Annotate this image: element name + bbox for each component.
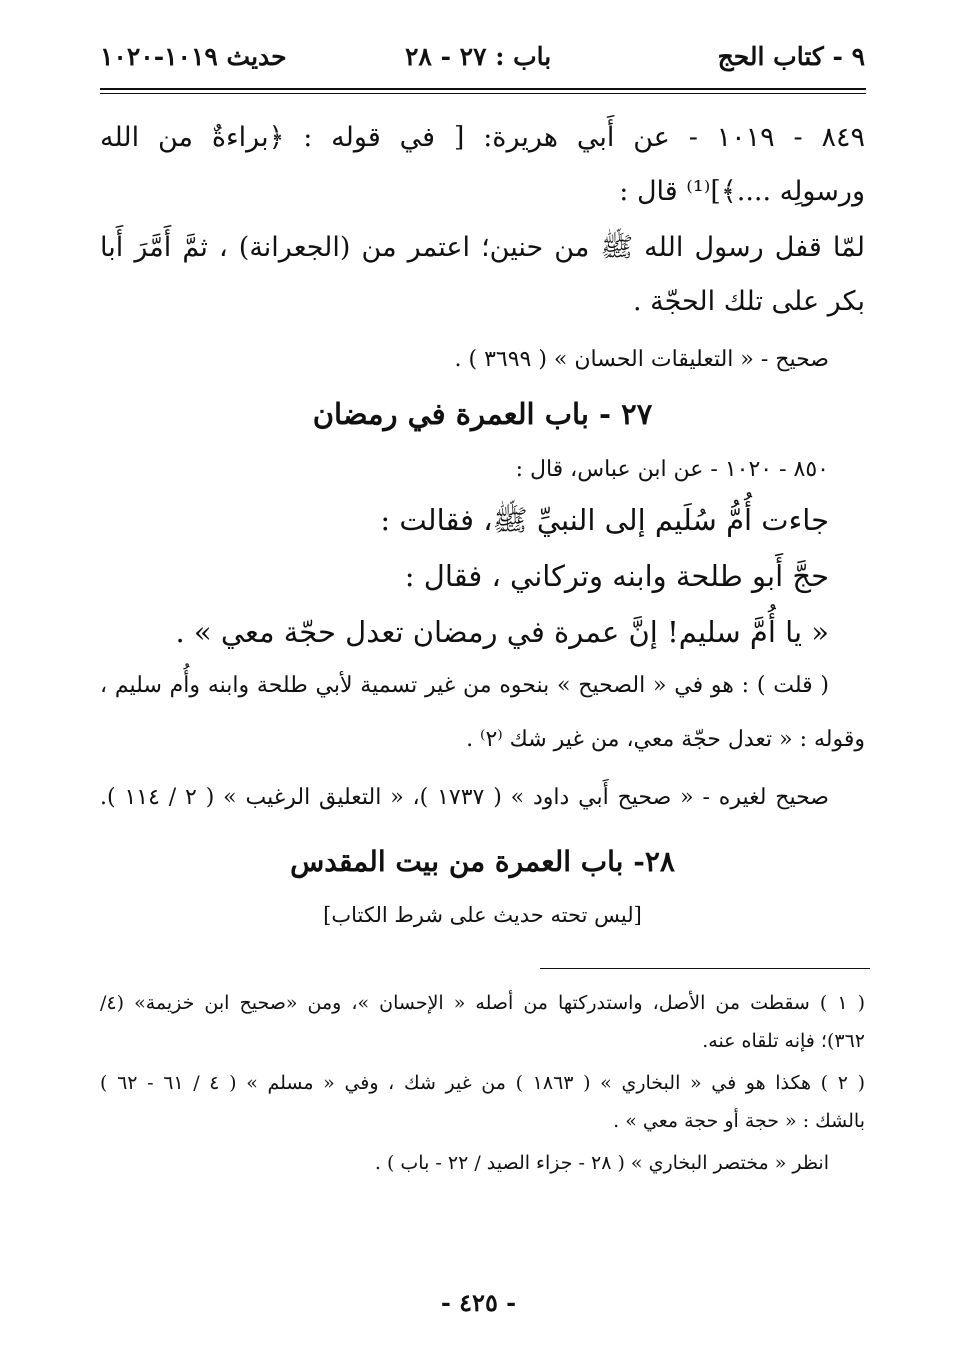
footnote-2-line-2: بالشك : « حجة أو حجة معي » . <box>613 1110 865 1132</box>
chapter-28-title: ٢٨- باب العمرة من بيت المقدس <box>290 845 675 878</box>
hadith-1019-grade: صحيح - « التعليقات الحسان » ( ٣٦٩٩ ) . <box>454 347 829 372</box>
header-hadith-range: حديث ١٠١٩-١٠٢٠ <box>100 42 287 71</box>
header-rule-top <box>100 88 866 90</box>
chapter-27-title: ٢٧ - باب العمرة في رمضان <box>312 397 653 431</box>
footnote-2-line-3: انظر « مختصر البخاري » ( ٢٨ - جزاء الصيد / ٢٢ - باب ) . <box>374 1152 829 1174</box>
hadith-1020-line-4: « يا أُمَّ سليم! إنَّ عمرة في رمضان تعدل حجّة معي » . <box>175 615 829 649</box>
hadith-1020-line-2: جاءت أُمُّ سُلَيم إلى النبيِّ ﷺ، فقالت : <box>380 503 829 537</box>
hadith-1019-line-1: ٨٤٩ - ١٠١٩ - عن أَبي هريرة: [ في قوله : ﴿براءةٌ من الله <box>100 122 865 153</box>
footnote-separator <box>540 968 870 969</box>
note-line-2: وقوله : « تعدل حجّة معي، من غير شك ⁽٢⁾ . <box>466 727 865 752</box>
note-line-1: ( قلت ) : هو في « الصحيح » بنحوه من غير تسمية لأبي طلحة وابنه وأُم سليم ، <box>100 673 829 698</box>
footnote-1-line-1: ( ١ ) سقطت من الأصل، واستدركتها من أصله « الإحسان »، ومن «صحيح ابن خزيمة» (٤/ <box>100 992 866 1014</box>
header-rule-bottom <box>100 93 866 94</box>
hadith-1020-line-3: حجَّ أَبو طلحة وابنه وتركاني ، فقال : <box>404 559 829 593</box>
header-chapter-range: باب : ٢٧ - ٢٨ <box>405 42 552 71</box>
hadith-1019-line-3: لمّا قفل رسول الله ﷺ من حنين؛ اعتمر من (الجعرانة) ، ثمَّ أَمَّرَ أَبا <box>100 232 865 263</box>
hadith-1019-line-4: بكر على تلك الحجّة . <box>632 286 865 317</box>
header-book-title: ٩ - كتاب الحج <box>717 42 865 71</box>
page-number: - ٤٢٥ - <box>440 1288 517 1317</box>
chapter-28-note: [ليس تحته حديث على شرط الكتاب] <box>323 903 642 927</box>
hadith-1020-grade: صحيح لغيره - « صحيح أَبي داود » ( ١٧٣٧ )، « التعليق الرغيب » ( ٢ / ١١٤ ). <box>100 785 829 810</box>
hadith-1019-line-2: ورسولِه ....﴾]⁽¹⁾ قال : <box>619 176 865 207</box>
footnote-1-line-2: ٣٦٢)؛ فإنه تلقاه عنه. <box>702 1030 865 1052</box>
footnote-2-line-1: ( ٢ ) هكذا هو في « البخاري » ( ١٨٦٣ ) من غير شك ، وفي « مسلم » ( ٤ / ٦١ - ٦٢ ) <box>100 1072 866 1094</box>
hadith-1020-line-1: ٨٥٠ - ١٠٢٠ - عن ابن عباس، قال : <box>515 457 829 482</box>
